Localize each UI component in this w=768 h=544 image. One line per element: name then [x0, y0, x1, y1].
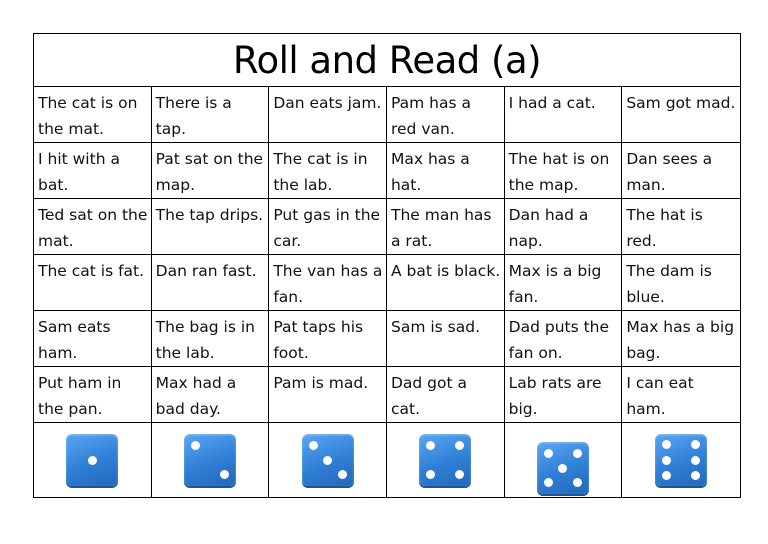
pip-icon	[662, 456, 671, 465]
sentence-cell: Ted sat on the mat.	[34, 199, 152, 255]
sentence-cell: The van has a fan.	[269, 255, 387, 311]
sentence-cell: Put gas in the car.	[269, 199, 387, 255]
sentence-cell: I had a cat.	[505, 87, 623, 143]
sentence-cell: Pam is mad.	[269, 367, 387, 423]
sentence-grid	[34, 87, 740, 497]
pip-icon	[573, 478, 582, 487]
pip-icon	[544, 449, 553, 458]
sentence-cell: Pat taps his foot.	[269, 311, 387, 367]
pip-icon	[662, 440, 671, 449]
pip-icon	[691, 471, 700, 480]
die-four-icon	[419, 434, 471, 486]
die-one-icon	[66, 434, 118, 486]
pip-icon	[691, 456, 700, 465]
sentence-cell: The man has a rat.	[387, 199, 505, 255]
pip-icon	[573, 449, 582, 458]
dice-cell	[152, 423, 270, 497]
sentence-cell: Dad got a cat.	[387, 367, 505, 423]
sentence-cell: Sam eats ham.	[34, 311, 152, 367]
sentence-cell: A bat is black.	[387, 255, 505, 311]
sentence-cell: Put ham in the pan.	[34, 367, 152, 423]
pip-icon	[455, 441, 464, 450]
die-three-icon	[302, 434, 354, 486]
sentence-cell: The cat is fat.	[34, 255, 152, 311]
sentence-cell: Dan eats jam.	[269, 87, 387, 143]
pip-icon	[426, 441, 435, 450]
die-six-icon	[655, 434, 707, 486]
die-five-icon	[537, 442, 589, 494]
die-two-icon	[184, 434, 236, 486]
page-title: Roll and Read (a)	[34, 34, 740, 87]
sentence-cell: Max has a big bag.	[622, 311, 740, 367]
sentence-cell: The dam is blue.	[622, 255, 740, 311]
pip-icon	[191, 441, 200, 450]
dice-cell	[34, 423, 152, 497]
pip-icon	[323, 456, 332, 465]
pip-icon	[338, 470, 347, 479]
pip-icon	[691, 440, 700, 449]
sentence-cell: Lab rats are big.	[505, 367, 623, 423]
sentence-cell: Dan sees a man.	[622, 143, 740, 199]
sentence-cell: I hit with a bat.	[34, 143, 152, 199]
sentence-cell: Dan had a nap.	[505, 199, 623, 255]
dice-cell	[622, 423, 740, 497]
sentence-cell: The hat is red.	[622, 199, 740, 255]
sentence-cell: The bag is in the lab.	[152, 311, 270, 367]
pip-icon	[426, 470, 435, 479]
sentence-cell: Max has a hat.	[387, 143, 505, 199]
sentence-cell: The hat is on the map.	[505, 143, 623, 199]
sentence-cell: The cat is in the lab.	[269, 143, 387, 199]
sentence-cell: There is a tap.	[152, 87, 270, 143]
dice-cell	[387, 423, 505, 497]
sentence-cell: Pat sat on the map.	[152, 143, 270, 199]
dice-cell	[505, 423, 623, 497]
sentence-cell: Pam has a red van.	[387, 87, 505, 143]
pip-icon	[544, 478, 553, 487]
pip-icon	[88, 456, 97, 465]
pip-icon	[455, 470, 464, 479]
pip-icon	[220, 470, 229, 479]
sentence-cell: Max had a bad day.	[152, 367, 270, 423]
sentence-cell: Sam is sad.	[387, 311, 505, 367]
sentence-cell: The tap drips.	[152, 199, 270, 255]
sentence-cell: The cat is on the mat.	[34, 87, 152, 143]
pip-icon	[558, 464, 567, 473]
dice-cell	[269, 423, 387, 497]
pip-icon	[309, 441, 318, 450]
sentence-cell: Max is a big fan.	[505, 255, 623, 311]
roll-and-read-sheet	[33, 33, 741, 498]
sentence-cell: Dan ran fast.	[152, 255, 270, 311]
pip-icon	[662, 471, 671, 480]
sentence-cell: I can eat ham.	[622, 367, 740, 423]
sentence-cell: Dad puts the fan on.	[505, 311, 623, 367]
sentence-cell: Sam got mad.	[622, 87, 740, 143]
